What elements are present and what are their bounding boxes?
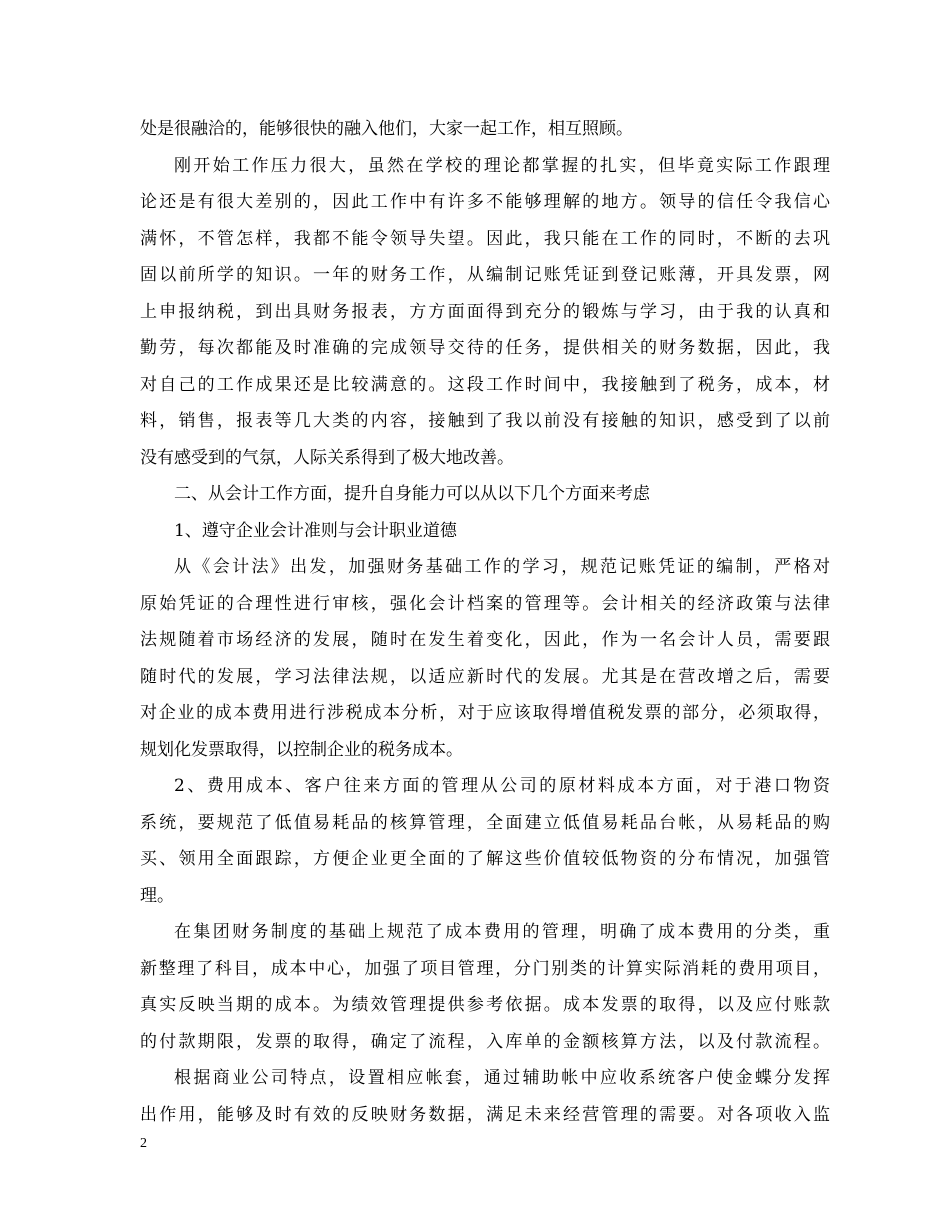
page-number: 2 bbox=[140, 1136, 147, 1151]
text-line: 上申报纳税，到出具财务报表，方方面面得到充分的锻炼与学习，由于我的认真和 bbox=[140, 301, 830, 322]
text-line: 根据商业公司特点，设置相应帐套，通过辅助帐中应收系统客户使金蝶分发挥 bbox=[174, 1068, 830, 1088]
text-line: 理。 bbox=[140, 885, 174, 906]
text-line: 原始凭证的合理性进行审核，强化会计档案的管理等。会计相关的经济政策与法律 bbox=[140, 593, 830, 614]
text-line: 的付款期限，发票的取得，确定了流程，入库单的金额核算方法，以及付款流程。 bbox=[140, 1031, 830, 1052]
text-line: 刚开始工作压力很大，虽然在学校的理论都掌握的扎实，但毕竟实际工作跟理 bbox=[174, 155, 830, 176]
text-line: 勤劳，每次都能及时准确的完成领导交待的任务，提供相关的财务数据，因此，我 bbox=[140, 338, 830, 358]
text-line: 新整理了科目，成本中心，加强了项目管理，分门别类的计算实际消耗的费用项目， bbox=[140, 958, 830, 979]
text-line: 从《会计法》出发，加强财务基础工作的学习，规范记账凭证的编制，严格对 bbox=[174, 557, 830, 577]
text-line: 出作用，能够及时有效的反映财务数据，满足未来经营管理的需要。对各项收入监 bbox=[140, 1104, 830, 1125]
text-line: 料，销售，报表等几大类的内容，接触到了我以前没有接触的知识，感受到了以前 bbox=[140, 411, 830, 431]
text-line: 真实反映当期的成本。为绩效管理提供参考依据。成本发票的取得，以及应付账款 bbox=[140, 995, 830, 1015]
text-line: 在集团财务制度的基础上规范了成本费用的管理，明确了成本费用的分类，重 bbox=[174, 922, 830, 942]
text-line: 2、费用成本、客户往来方面的管理从公司的原材料成本方面，对于港口物资 bbox=[174, 776, 830, 796]
text-line: 没有感受到的气氛，人际关系得到了极大地改善。 bbox=[140, 447, 514, 468]
text-line: 法规随着市场经济的发展，随时在发生着变化，因此，作为一名会计人员，需要跟 bbox=[140, 630, 830, 650]
text-line: 论还是有很大差别的，因此工作中有许多不能够理解的地方。领导的信任令我信心 bbox=[140, 192, 830, 212]
text-line: 系统，要规范了低值易耗品的核算管理，全面建立低值易耗品台帐，从易耗品的购 bbox=[140, 812, 830, 833]
text-line: 1、遵守企业会计准则与会计职业道德 bbox=[174, 520, 457, 541]
text-line: 买、领用全面跟踪，方便企业更全面的了解这些价值较低物资的分布情况，加强管 bbox=[140, 849, 830, 869]
text-line: 规划化发票取得，以控制企业的税务成本。 bbox=[140, 739, 463, 760]
text-line: 对企业的成本费用进行涉税成本分析，对于应该取得增值税发票的部分，必须取得， bbox=[140, 703, 830, 723]
text-line: 固以前所学的知识。一年的财务工作，从编制记账凭证到登记账薄，开具发票，网 bbox=[140, 265, 830, 285]
text-line: 随时代的发展，学习法律法规，以适应新时代的发展。尤其是在营改增之后，需要 bbox=[140, 666, 830, 687]
text-line: 处是很融洽的，能够很快的融入他们，大家一起工作，相互照顾。 bbox=[140, 119, 633, 139]
text-line: 满怀，不管怎样，我都不能令领导失望。因此，我只能在工作的同时，不断的去巩 bbox=[140, 228, 830, 249]
text-line: 对自己的工作成果还是比较满意的。这段工作时间中，我接触到了税务，成本，材 bbox=[140, 374, 830, 395]
body-text bbox=[140, 111, 830, 1133]
text-line: 二、从会计工作方面，提升自身能力可以从以下几个方面来考虑 bbox=[174, 484, 650, 504]
